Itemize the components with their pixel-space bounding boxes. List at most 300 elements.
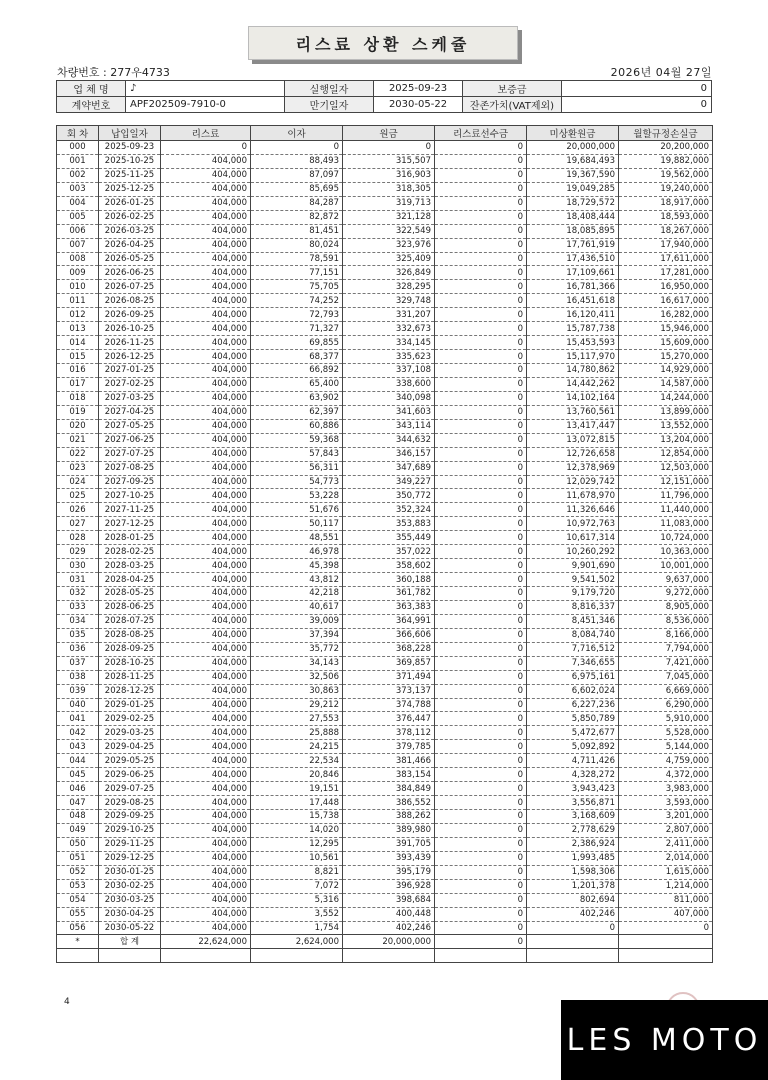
table-cell: 8,084,740 [527, 628, 619, 642]
table-cell: 14,244,000 [619, 391, 713, 405]
table-cell: 404,000 [161, 628, 251, 642]
table-cell: 25,888 [251, 726, 343, 740]
table-cell: 404,000 [161, 740, 251, 754]
table-cell: 0 [435, 573, 527, 587]
table-cell: 2030-01-25 [99, 865, 161, 879]
total-mark: * [57, 935, 99, 949]
table-row [57, 879, 713, 893]
table-cell: 404,000 [161, 168, 251, 182]
table-row [57, 280, 713, 294]
table-cell: 24,215 [251, 740, 343, 754]
table-cell: 404,000 [161, 280, 251, 294]
total-principal: 20,000,000 [343, 935, 435, 949]
table-row [57, 656, 713, 670]
table-cell: 1,615,000 [619, 865, 713, 879]
table-cell: 12,854,000 [619, 447, 713, 461]
table-cell: 3,201,000 [619, 810, 713, 824]
table-cell: 2,411,000 [619, 837, 713, 851]
table-cell: 368,228 [343, 642, 435, 656]
table-cell: 364,991 [343, 614, 435, 628]
table-cell: 042 [57, 726, 99, 740]
table-cell: 8,536,000 [619, 614, 713, 628]
info-label: 만기일자 [285, 97, 374, 113]
table-cell: 2026-01-25 [99, 196, 161, 210]
table-cell: 2028-12-25 [99, 684, 161, 698]
table-cell: 68,377 [251, 350, 343, 364]
table-cell: 2029-01-25 [99, 698, 161, 712]
table-cell: 0 [435, 531, 527, 545]
table-cell: 80,024 [251, 238, 343, 252]
info-value: ♪ [126, 81, 285, 97]
table-cell: 009 [57, 266, 99, 280]
table-cell: 2030-05-22 [99, 921, 161, 935]
table-cell: 404,000 [161, 670, 251, 684]
table-row [57, 447, 713, 461]
table-cell: 42,218 [251, 587, 343, 601]
table-cell: 404,000 [161, 377, 251, 391]
table-cell: 004 [57, 196, 99, 210]
table-row [57, 238, 713, 252]
table-row [57, 921, 713, 935]
table-row [57, 768, 713, 782]
table-cell: 2028-04-25 [99, 573, 161, 587]
table-cell: 0 [161, 141, 251, 155]
table-cell: 041 [57, 712, 99, 726]
total-label: 합 계 [99, 935, 161, 949]
table-cell: 11,440,000 [619, 503, 713, 517]
table-cell: 021 [57, 433, 99, 447]
table-cell: 404,000 [161, 308, 251, 322]
table-cell: 404,000 [161, 726, 251, 740]
table-cell: 373,137 [343, 684, 435, 698]
table-row [57, 823, 713, 837]
table-cell: 404,000 [161, 517, 251, 531]
table-row [57, 475, 713, 489]
table-cell: 1,214,000 [619, 879, 713, 893]
table-cell: 15,270,000 [619, 350, 713, 364]
table-cell: 12,726,658 [527, 447, 619, 461]
table-cell: 60,886 [251, 419, 343, 433]
table-row [57, 670, 713, 684]
table-cell: 10,260,292 [527, 545, 619, 559]
table-cell: 0 [435, 837, 527, 851]
table-cell: 0 [435, 433, 527, 447]
table-cell: 13,760,561 [527, 405, 619, 419]
table-cell: 15,453,593 [527, 336, 619, 350]
table-cell: 404,000 [161, 656, 251, 670]
table-cell: 404,000 [161, 224, 251, 238]
table-cell: 045 [57, 768, 99, 782]
table-cell: 361,782 [343, 587, 435, 601]
table-cell: 2025-10-25 [99, 154, 161, 168]
info-row [57, 81, 712, 97]
table-cell: 0 [435, 461, 527, 475]
table-row [57, 308, 713, 322]
table-row [57, 433, 713, 447]
table-cell: 011 [57, 294, 99, 308]
table-cell: 404,000 [161, 545, 251, 559]
table-cell: 0 [435, 447, 527, 461]
table-cell: 322,549 [343, 224, 435, 238]
table-cell: 030 [57, 559, 99, 573]
page-number: 4 [64, 997, 70, 1007]
table-cell: 3,168,609 [527, 810, 619, 824]
table-cell: 404,000 [161, 782, 251, 796]
table-cell: 398,684 [343, 893, 435, 907]
table-cell: 4,711,426 [527, 754, 619, 768]
table-cell: 13,072,815 [527, 433, 619, 447]
table-cell: 20,846 [251, 768, 343, 782]
table-cell: 2027-03-25 [99, 391, 161, 405]
table-cell: 2,014,000 [619, 851, 713, 865]
car-number: 차량번호 : 277우4733 [57, 66, 170, 79]
watermark: LES MOTO [561, 1000, 768, 1080]
table-cell: 340,098 [343, 391, 435, 405]
table-cell: 050 [57, 837, 99, 851]
table-cell: 404,000 [161, 851, 251, 865]
table-cell: 37,394 [251, 628, 343, 642]
table-cell: 034 [57, 614, 99, 628]
table-cell: 18,085,895 [527, 224, 619, 238]
table-cell: 10,617,314 [527, 531, 619, 545]
table-cell: 2030-04-25 [99, 907, 161, 921]
table-row [57, 545, 713, 559]
table-cell: 75,705 [251, 280, 343, 294]
table-cell: 002 [57, 168, 99, 182]
table-cell: 19,049,285 [527, 182, 619, 196]
table-cell: 344,632 [343, 433, 435, 447]
table-cell: 14,929,000 [619, 364, 713, 378]
table-cell: 2029-06-25 [99, 768, 161, 782]
table-cell: 3,556,871 [527, 796, 619, 810]
table-cell: 328,295 [343, 280, 435, 294]
table-cell: 393,439 [343, 851, 435, 865]
table-cell: 366,606 [343, 628, 435, 642]
table-row [57, 865, 713, 879]
table-cell: 3,943,423 [527, 782, 619, 796]
table-cell: 2027-10-25 [99, 489, 161, 503]
repayment-schedule-table [56, 125, 713, 963]
table-cell: 369,857 [343, 656, 435, 670]
table-cell: 0 [435, 865, 527, 879]
table-cell: 0 [435, 182, 527, 196]
table-cell: 003 [57, 182, 99, 196]
table-cell: 020 [57, 419, 99, 433]
table-cell: 6,602,024 [527, 684, 619, 698]
table-cell: 404,000 [161, 364, 251, 378]
table-row [57, 461, 713, 475]
table-cell: 9,179,720 [527, 587, 619, 601]
table-cell: 029 [57, 545, 99, 559]
table-cell: 14,442,262 [527, 377, 619, 391]
table-cell: 2027-11-25 [99, 503, 161, 517]
table-cell: 9,637,000 [619, 573, 713, 587]
table-cell: 5,144,000 [619, 740, 713, 754]
table-cell: 391,705 [343, 837, 435, 851]
table-cell: 404,000 [161, 503, 251, 517]
table-cell: 0 [251, 141, 343, 155]
table-cell: 019 [57, 405, 99, 419]
table-cell: 17,611,000 [619, 252, 713, 266]
table-cell: 2,778,629 [527, 823, 619, 837]
table-cell: 14,780,862 [527, 364, 619, 378]
table-cell: 82,872 [251, 210, 343, 224]
column-header: 이자 [251, 126, 343, 141]
table-cell: 404,000 [161, 768, 251, 782]
table-cell: 0 [435, 210, 527, 224]
table-cell: 404,000 [161, 684, 251, 698]
table-cell: 0 [435, 684, 527, 698]
table-cell: 11,678,970 [527, 489, 619, 503]
table-cell: 3,552 [251, 907, 343, 921]
table-cell: 2028-08-25 [99, 628, 161, 642]
table-cell: 2026-09-25 [99, 308, 161, 322]
table-row [57, 712, 713, 726]
table-row [57, 224, 713, 238]
table-cell: 023 [57, 461, 99, 475]
table-cell: 2025-11-25 [99, 168, 161, 182]
table-cell: 7,045,000 [619, 670, 713, 684]
table-cell: 18,729,572 [527, 196, 619, 210]
table-cell: 78,591 [251, 252, 343, 266]
table-cell: 2029-05-25 [99, 754, 161, 768]
table-cell: 56,311 [251, 461, 343, 475]
table-cell: 6,290,000 [619, 698, 713, 712]
table-cell: 033 [57, 600, 99, 614]
table-cell: 0 [435, 796, 527, 810]
table-row [57, 851, 713, 865]
table-cell: 12,503,000 [619, 461, 713, 475]
table-cell: 9,901,690 [527, 559, 619, 573]
table-cell: 16,451,618 [527, 294, 619, 308]
table-cell: 046 [57, 782, 99, 796]
table-cell: 0 [435, 628, 527, 642]
table-cell: 0 [435, 280, 527, 294]
table-cell: 2026-08-25 [99, 294, 161, 308]
table-row [57, 740, 713, 754]
table-cell: 2026-07-25 [99, 280, 161, 294]
table-cell: 0 [435, 810, 527, 824]
table-cell: 404,000 [161, 489, 251, 503]
table-row [57, 782, 713, 796]
table-cell: 14,102,164 [527, 391, 619, 405]
table-cell: 50,117 [251, 517, 343, 531]
table-cell: 5,528,000 [619, 726, 713, 740]
info-value: 2030-05-22 [374, 97, 463, 113]
table-cell: 031 [57, 573, 99, 587]
table-row [57, 322, 713, 336]
info-label: 계약번호 [57, 97, 126, 113]
table-cell: 0 [435, 907, 527, 921]
table-cell: 395,179 [343, 865, 435, 879]
table-cell: 74,252 [251, 294, 343, 308]
table-cell: 2028-02-25 [99, 545, 161, 559]
table-cell: 34,143 [251, 656, 343, 670]
table-cell: 352,324 [343, 503, 435, 517]
table-cell: 72,793 [251, 308, 343, 322]
table-cell: 32,506 [251, 670, 343, 684]
table-cell: 329,748 [343, 294, 435, 308]
table-cell: 5,910,000 [619, 712, 713, 726]
table-cell: 2028-10-25 [99, 656, 161, 670]
table-row [57, 614, 713, 628]
table-cell: 350,772 [343, 489, 435, 503]
table-row [57, 531, 713, 545]
table-cell: 0 [435, 419, 527, 433]
table-cell: 043 [57, 740, 99, 754]
table-cell: 402,246 [527, 907, 619, 921]
table-cell: 363,383 [343, 600, 435, 614]
table-cell: 5,472,677 [527, 726, 619, 740]
table-row [57, 405, 713, 419]
table-cell: 404,000 [161, 461, 251, 475]
table-cell: 53,228 [251, 489, 343, 503]
table-cell: 0 [435, 851, 527, 865]
table-cell: 9,272,000 [619, 587, 713, 601]
table-cell: 0 [435, 168, 527, 182]
table-cell: 0 [435, 545, 527, 559]
table-cell: 404,000 [161, 712, 251, 726]
table-cell: 318,305 [343, 182, 435, 196]
table-cell: 027 [57, 517, 99, 531]
table-row [57, 559, 713, 573]
table-cell: 57,843 [251, 447, 343, 461]
table-cell: 66,892 [251, 364, 343, 378]
table-cell: 404,000 [161, 196, 251, 210]
table-cell: 319,713 [343, 196, 435, 210]
table-cell: 7,072 [251, 879, 343, 893]
table-cell: 2026-04-25 [99, 238, 161, 252]
table-cell: 0 [435, 238, 527, 252]
table-cell: 54,773 [251, 475, 343, 489]
table-cell: 404,000 [161, 419, 251, 433]
table-cell: 2025-12-25 [99, 182, 161, 196]
table-cell: 0 [435, 364, 527, 378]
table-row [57, 391, 713, 405]
table-cell: 6,975,161 [527, 670, 619, 684]
table-cell: 87,097 [251, 168, 343, 182]
table-cell: 404,000 [161, 391, 251, 405]
table-cell: 0 [435, 308, 527, 322]
table-cell: 402,246 [343, 921, 435, 935]
document-date: 2026년 04월 27일 [610, 66, 712, 79]
table-cell: 5,092,892 [527, 740, 619, 754]
table-cell: 025 [57, 489, 99, 503]
table-cell: 0 [435, 336, 527, 350]
table-cell: 15,117,970 [527, 350, 619, 364]
table-cell: 12,029,742 [527, 475, 619, 489]
table-cell: 404,000 [161, 531, 251, 545]
table-cell: 0 [435, 698, 527, 712]
table-cell: 2026-03-25 [99, 224, 161, 238]
table-cell: 6,669,000 [619, 684, 713, 698]
table-cell: 2027-07-25 [99, 447, 161, 461]
info-value: APF202509-7910-0 [126, 97, 285, 113]
table-cell: 357,022 [343, 545, 435, 559]
table-cell: 12,295 [251, 837, 343, 851]
table-cell: 032 [57, 587, 99, 601]
table-row [57, 754, 713, 768]
table-cell: 404,000 [161, 823, 251, 837]
table-cell: 0 [435, 196, 527, 210]
table-cell: 404,000 [161, 559, 251, 573]
table-cell: 404,000 [161, 921, 251, 935]
table-cell: 802,694 [527, 893, 619, 907]
table-cell: 12,151,000 [619, 475, 713, 489]
table-cell: 811,000 [619, 893, 713, 907]
table-cell: 404,000 [161, 182, 251, 196]
table-cell: 2027-12-25 [99, 517, 161, 531]
table-row [57, 154, 713, 168]
column-header: 리스료선수금 [435, 126, 527, 141]
table-cell: 45,398 [251, 559, 343, 573]
table-cell: 051 [57, 851, 99, 865]
table-cell: 0 [435, 322, 527, 336]
table-cell: 0 [435, 517, 527, 531]
table-cell: 2028-07-25 [99, 614, 161, 628]
table-cell: 389,980 [343, 823, 435, 837]
table-cell: 19,882,000 [619, 154, 713, 168]
table-cell: 17,940,000 [619, 238, 713, 252]
column-header: 리스료 [161, 126, 251, 141]
table-cell: 4,328,272 [527, 768, 619, 782]
table-cell: 0 [435, 154, 527, 168]
table-cell: 8,816,337 [527, 600, 619, 614]
table-cell: 358,602 [343, 559, 435, 573]
table-cell: 0 [435, 475, 527, 489]
table-cell: 18,267,000 [619, 224, 713, 238]
table-row [57, 266, 713, 280]
table-cell: 010 [57, 280, 99, 294]
table-cell: 19,367,590 [527, 168, 619, 182]
table-cell: 15,946,000 [619, 322, 713, 336]
table-cell: 48,551 [251, 531, 343, 545]
info-label: 잔존가치(VAT제외) [463, 97, 562, 113]
table-cell: 404,000 [161, 252, 251, 266]
table-cell: 047 [57, 796, 99, 810]
table-row [57, 893, 713, 907]
contract-info-table [56, 80, 712, 113]
table-cell: 2026-10-25 [99, 322, 161, 336]
table-cell: 71,327 [251, 322, 343, 336]
table-cell: 12,378,969 [527, 461, 619, 475]
table-cell: 325,409 [343, 252, 435, 266]
table-cell: 19,562,000 [619, 168, 713, 182]
table-cell: 2026-06-25 [99, 266, 161, 280]
table-cell: 2030-03-25 [99, 893, 161, 907]
table-cell: 404,000 [161, 879, 251, 893]
table-cell: 9,541,502 [527, 573, 619, 587]
table-cell: 20,000,000 [527, 141, 619, 155]
table-cell: 4,759,000 [619, 754, 713, 768]
table-cell: 22,534 [251, 754, 343, 768]
table-row [57, 182, 713, 196]
table-cell: 2029-04-25 [99, 740, 161, 754]
table-cell: 400,448 [343, 907, 435, 921]
table-cell: 11,083,000 [619, 517, 713, 531]
table-cell: 7,346,655 [527, 656, 619, 670]
table-cell: 008 [57, 252, 99, 266]
table-cell: 1,754 [251, 921, 343, 935]
table-cell: 39,009 [251, 614, 343, 628]
table-cell: 2029-03-25 [99, 726, 161, 740]
table-cell: 2026-05-25 [99, 252, 161, 266]
table-cell: 026 [57, 503, 99, 517]
table-cell: 2029-11-25 [99, 837, 161, 851]
table-cell: 2027-09-25 [99, 475, 161, 489]
table-cell: 341,603 [343, 405, 435, 419]
info-label: 업 체 명 [57, 81, 126, 97]
